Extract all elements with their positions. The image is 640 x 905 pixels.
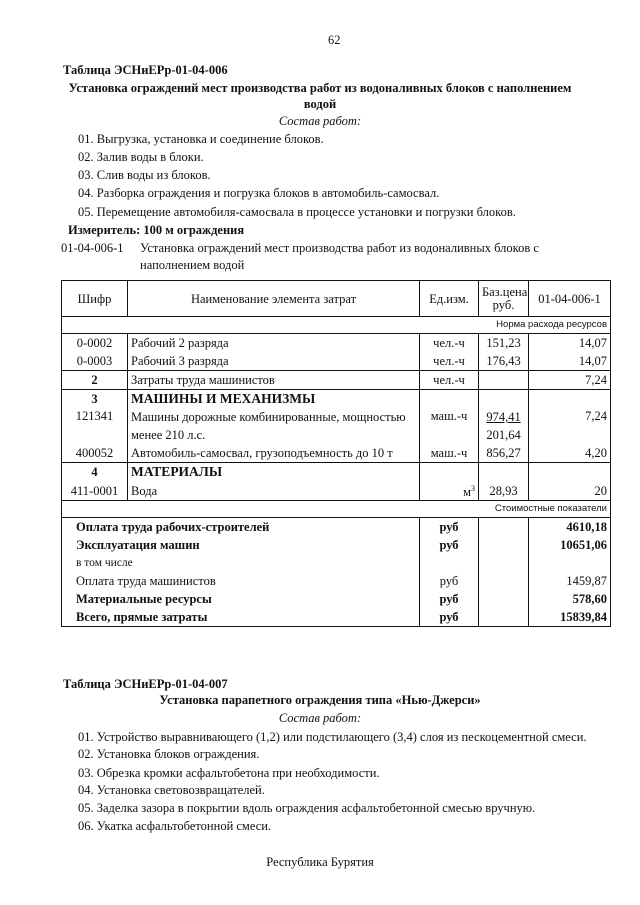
- table-row: 121341 Машины дорожные комбинированные, мощностью менее 210 л.с. маш.-ч 974,41 201,64 7,24: [62, 408, 611, 444]
- header-name: Наименование элемента затрат: [128, 281, 420, 317]
- section-row: 3 МАШИНЫ И МЕХАНИЗМЫ: [62, 390, 611, 409]
- item-description-cont: наполнением водой: [140, 258, 245, 272]
- norm-label: Норма расхода ресурсов: [62, 317, 611, 334]
- header-value: 01-04-006-1: [529, 281, 611, 317]
- table1-works-label: Состав работ:: [278, 114, 362, 128]
- header-unit: Ед.изм.: [420, 281, 479, 317]
- item-code: 01-04-006-1: [61, 241, 124, 255]
- table-row: 0-0002 Рабочий 2 разряда чел.-ч 151,23 14,07: [62, 334, 611, 353]
- table1-title: Таблица ЭСНиЕРр-01-04-006: [63, 63, 228, 77]
- resource-table: [61, 280, 611, 627]
- footer: Республика Бурятия: [266, 855, 374, 869]
- header-code: Шифр: [77, 291, 112, 306]
- header-price: Баз.цена руб.: [479, 281, 529, 317]
- work-item: 02. Залив воды в блоки.: [78, 150, 204, 164]
- work-item: 01. Устройство выравнивающего (1,2) или подстилающего (3,4) слоя из пескоцементной смеси.: [78, 730, 587, 744]
- table-row: 0-0003 Рабочий 3 разряда чел.-ч 176,43 14,07: [62, 352, 611, 371]
- page-number: 62: [328, 33, 341, 47]
- table1-heading-cont: водой: [303, 97, 337, 111]
- work-item: 01. Выгрузка, установка и соединение блоков.: [78, 132, 324, 146]
- cost-row: Оплата труда рабочих-строителей руб 4610,18: [62, 518, 611, 537]
- cost-row: Материальные ресурсы руб 578,60: [62, 590, 611, 608]
- cost-row: Всего, прямые затраты руб 15839,84: [62, 608, 611, 627]
- work-item: 05. Перемещение автомобиля-самосвала в процессе установки и погрузки блоков.: [78, 205, 516, 219]
- table2-works-label: Состав работ:: [278, 711, 362, 725]
- meter: Измеритель: 100 м ограждения: [68, 223, 245, 237]
- cost-row: в том числе: [62, 554, 611, 572]
- item-description: Установка ограждений мест производства работ из водоналивных блоков с: [140, 241, 539, 255]
- work-item: 03. Обрезка кромки асфальтобетона при необходимости.: [78, 766, 380, 780]
- table1-heading: Установка ограждений мест производства работ из водоналивных блоков с наполнением: [68, 81, 572, 95]
- section-row: 4 МАТЕРИАЛЫ: [62, 463, 611, 482]
- work-item: 03. Слив воды из блоков.: [78, 168, 211, 182]
- table2-heading: Установка парапетного ограждения типа «Нью-Джерси»: [159, 693, 481, 707]
- table-header: [62, 281, 611, 317]
- cost-row: Оплата труда машинистов руб 1459,87: [62, 572, 611, 590]
- cost-row: Эксплуатация машин руб 10651,06: [62, 536, 611, 554]
- work-item: 04. Разборка ограждения и погрузка блоков в автомобиль-самосвал.: [78, 186, 440, 200]
- table-row: 411-0001 Вода $м^3$ 28,93 20: [62, 481, 611, 501]
- work-item: 06. Укатка асфальтобетонной смеси.: [78, 819, 272, 833]
- work-item: 05. Заделка зазора в покрытии вдоль ограждения асфальтобетонной смесью вручную.: [78, 801, 536, 815]
- table2-title: Таблица ЭСНиЕРр-01-04-007: [63, 677, 228, 691]
- work-item: 02. Установка блоков ограждения.: [78, 747, 260, 761]
- table-row: 400052 Автомобиль-самосвал, грузоподъемность до 10 т маш.-ч 856,27 4,20: [62, 444, 611, 463]
- cost-label: Стоимостные показатели: [62, 501, 611, 518]
- work-item: 04. Установка световозвращателей.: [78, 783, 265, 797]
- table-row: 2 Затраты труда машинистов чел.-ч 7,24: [62, 371, 611, 390]
